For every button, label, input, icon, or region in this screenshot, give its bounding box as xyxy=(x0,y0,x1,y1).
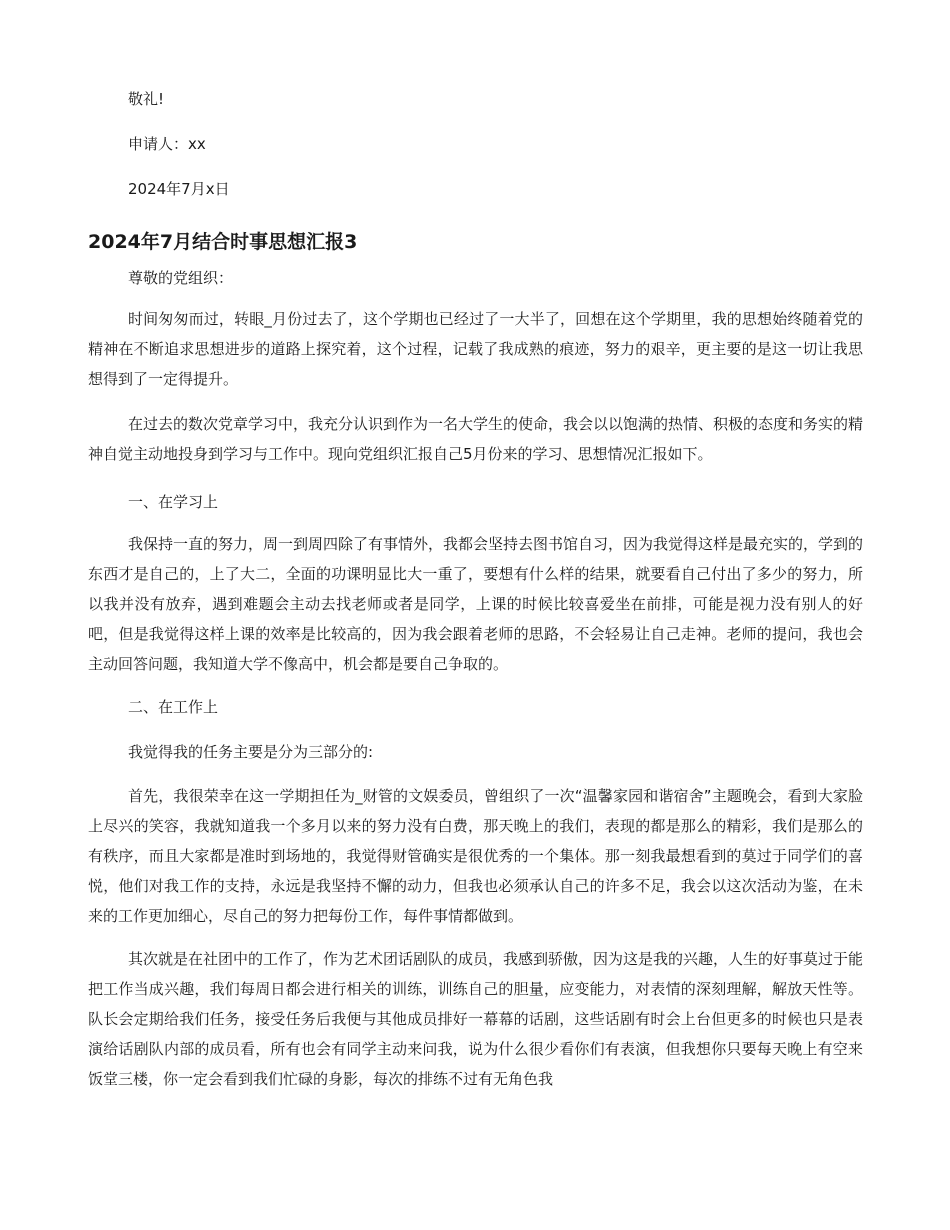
closing-salute: 敬礼! xyxy=(128,90,165,108)
work-paragraph: 首先，我很荣幸在这一学期担任为_财管的文娱委员，曾组织了一次“温馨家园和谐宿舍”主题晚会，看到大家脸上尽兴的笑容，我就知道我一个多月以来的努力没有白费，那天晚上的我们，表现的都是那么的精彩，我们是那么的有秩序，而且大家都是准时到场地的，我觉得财管确实是很优秀的一个集体。那一刻我最想看到的莫过于同学们的喜悦，他们对我工作的支持，永远是我坚持不懈的动力，但我也必须承认自己的许多不足，我会以这次活动为鉴，在未来的工作更加细心，尽自己的努力把每份工作，每件事情都做到。 xyxy=(88,787,863,925)
work-heading: 二、在工作上 xyxy=(128,698,219,716)
study-paragraph: 我保持一直的努力，周一到周四除了有事情外，我都会坚持去图书馆自习，因为我觉得这样是最充实的，学到的东西才是自己的，上了大二，全面的功课明显比大一重了，要想有什么样的结果，就要看自己付出了多少的努力，所以我并没有放弃，遇到难题会主动去找老师或者是同学，上课的时候比较喜爱坐在前排，可能是视力没有别人的好吧，但是我觉得这样上课的效率是比较高的，因为我会跟着老师的思路，不会轻易让自己走神。老师的提问，我也会主动回答问题，我知道大学不像高中，机会都是要自己争取的。 xyxy=(88,535,864,673)
work-intro: 我觉得我的任务主要是分为三部分的: xyxy=(128,743,374,761)
greeting: 尊敬的党组织： xyxy=(128,269,234,287)
paragraph: 时间匆匆而过，转眼_月份过去了，这个学期也已经过了一大半了，回想在这个学期里，我的思想始终随着党的精神在不断追求思想进步的道路上探究着，这个过程，记载了我成熟的痕迹，努力的艰辛，更主要的是这一切让我思想得到了一定得提升。 xyxy=(88,310,863,388)
applicant-line: 申请人：xx xyxy=(128,135,206,153)
date-line: 2024年7月x日 xyxy=(128,180,230,198)
work-paragraph: 其次就是在社团中的工作了，作为艺术团话剧队的成员，我感到骄傲，因为这是我的兴趣，人生的好事莫过于能把工作当成兴趣，我们每周日都会进行相关的训练，训练自己的胆量，应变能力，对表情的深刻理解，解放天性等。队长会定期给我们任务，接受任务后我便与其他成员排好一幕幕的话剧，这些话剧有时会上台但更多的时候也只是表演给话剧队内部的成员看，所有也会有同学主动来问我，说为什么很少看你们有表演，但我想你只要每天晚上有空来饭堂三楼，你一定会看到我们忙碌的身影，每次的排练不过有无角色我 xyxy=(88,950,864,1088)
study-heading: 一、在学习上 xyxy=(128,493,219,511)
section-title: 2024年7月结合时事思想汇报3 xyxy=(88,231,358,253)
paragraph: 在过去的数次党章学习中，我充分认识到作为一名大学生的使命，我会以以饱满的热情、积极的态度和务实的精神自觉主动地投身到学习与工作中。现向党组织汇报自己5月份来的学习、思想情况汇报如下。 xyxy=(88,415,864,463)
